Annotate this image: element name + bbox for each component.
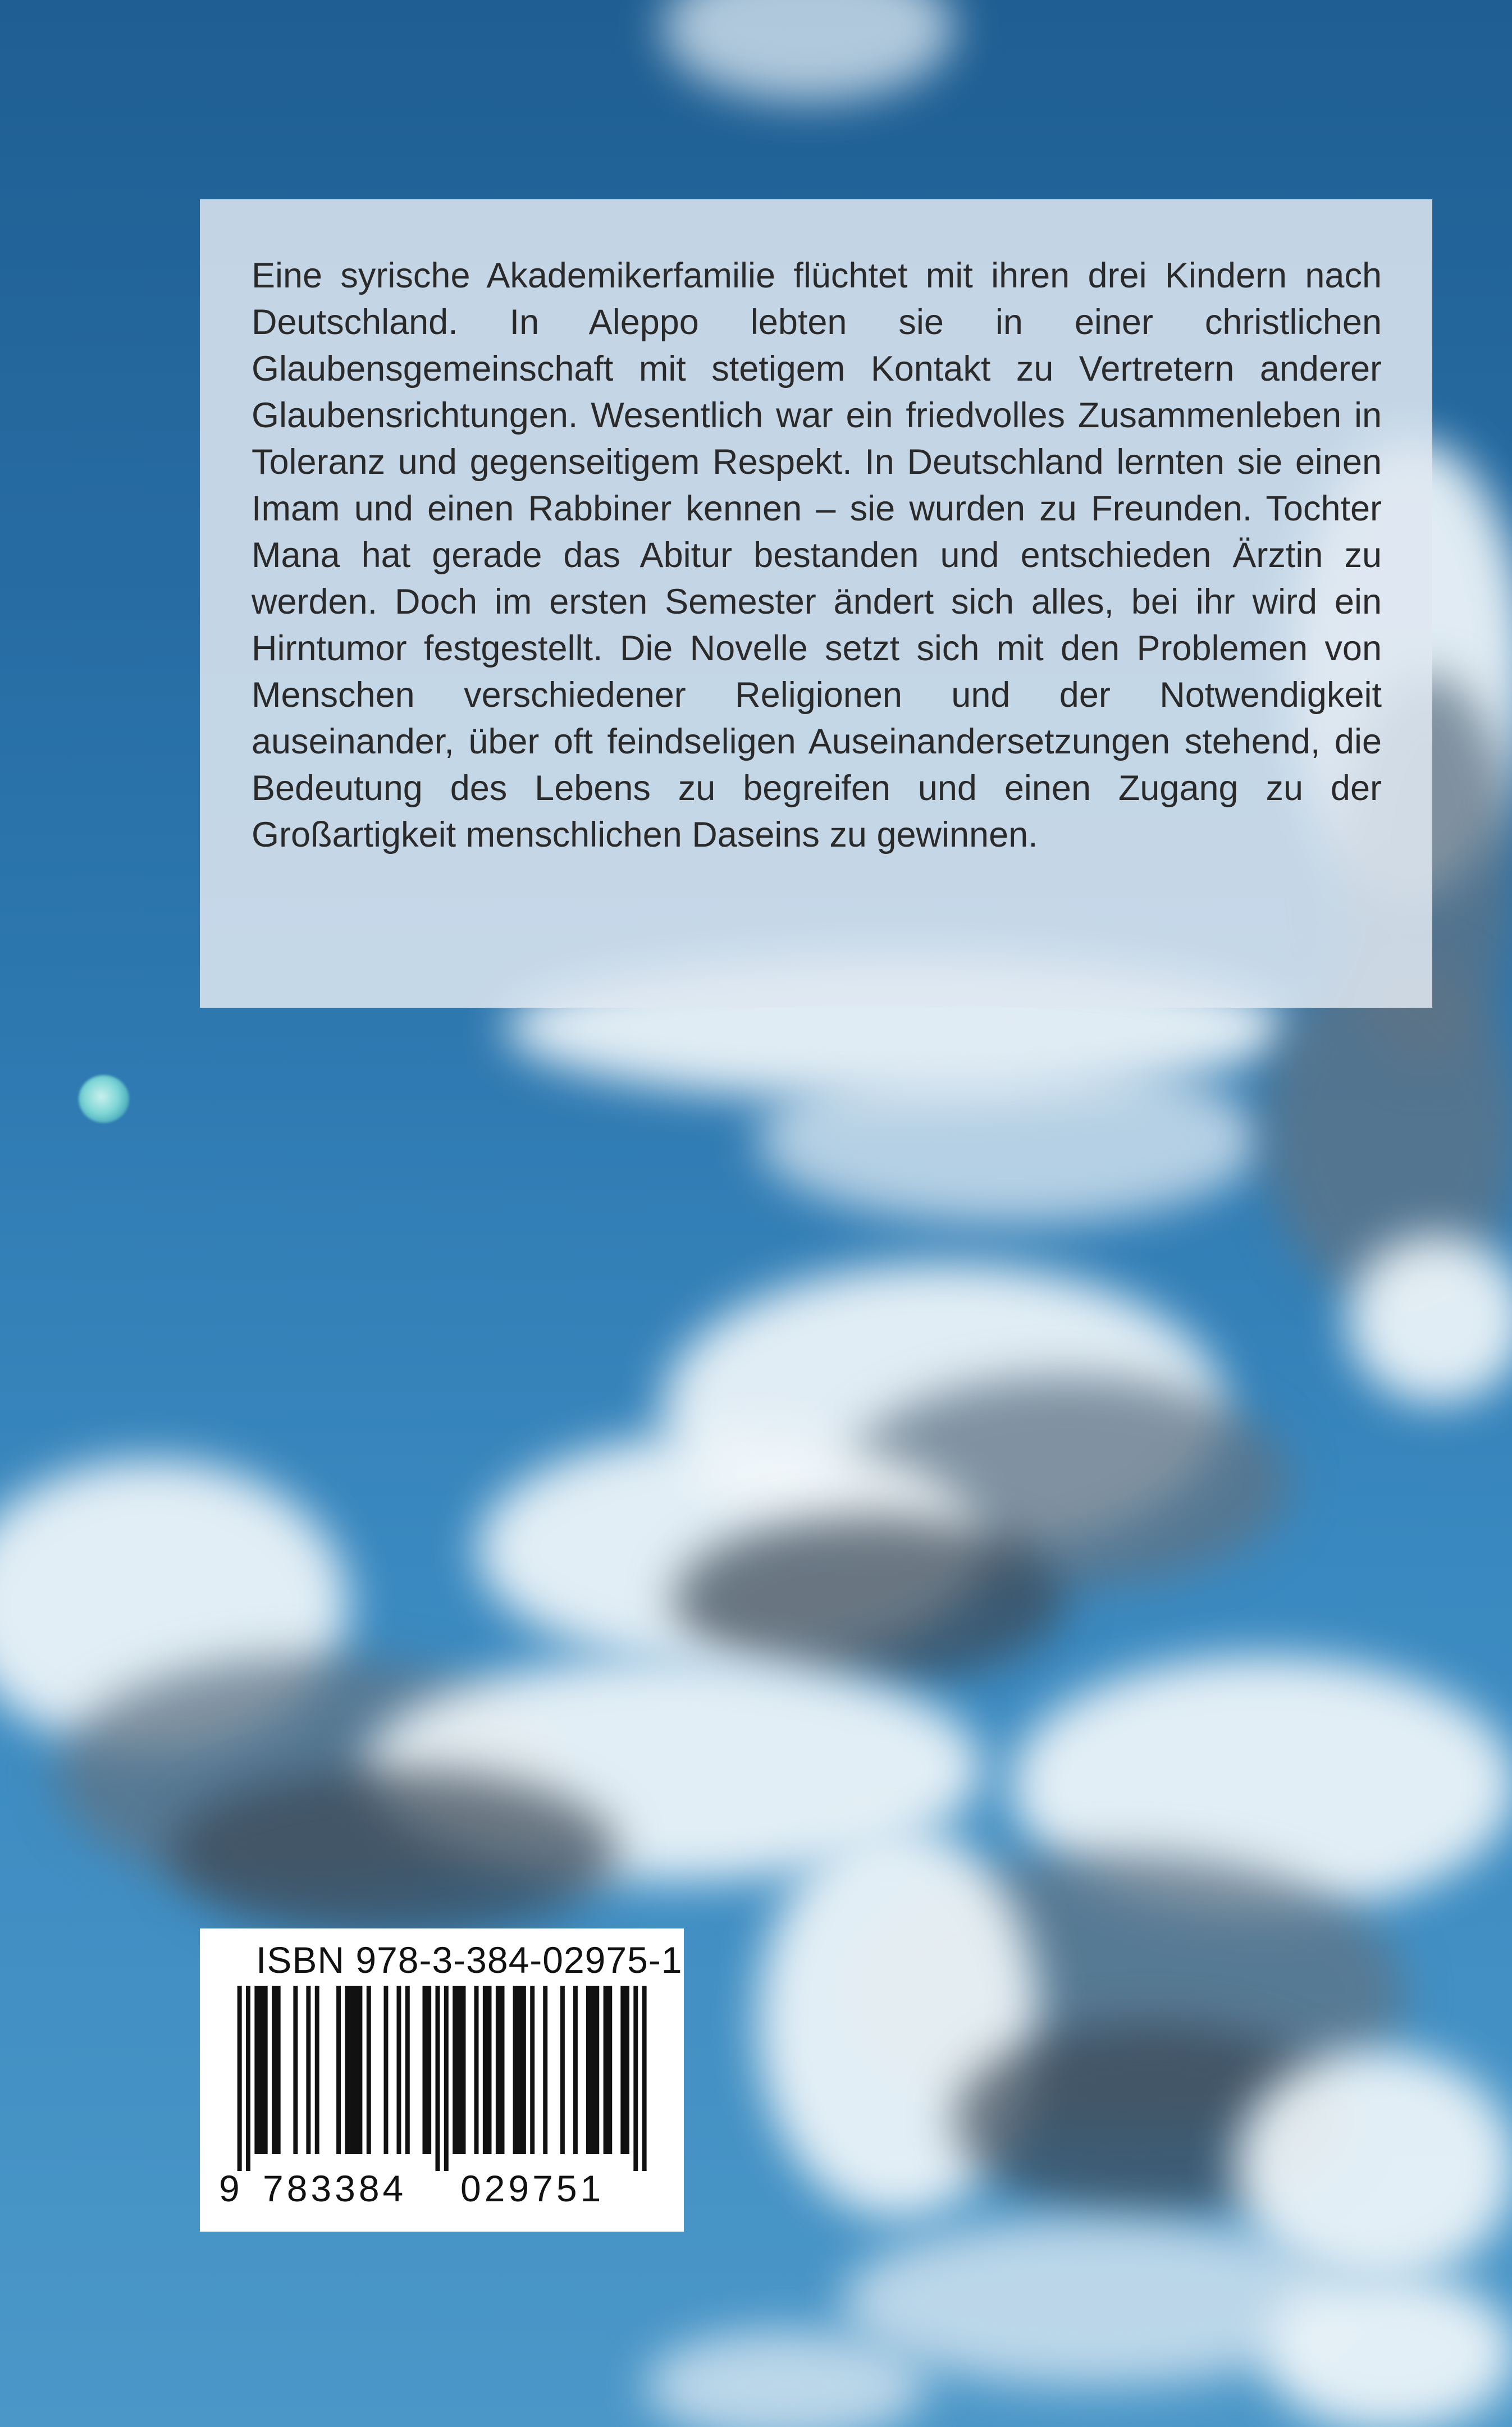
barcode-bar — [543, 1986, 547, 2154]
barcode-bar — [522, 1986, 526, 2154]
barcode-bar — [349, 1986, 354, 2154]
barcode-bar — [530, 1986, 535, 2154]
barcode-digit-first: 9 — [219, 2168, 243, 2209]
barcode-bar — [604, 1986, 608, 2154]
barcode-bar — [276, 1986, 281, 2154]
barcode-digits-left: 783384 — [263, 2168, 407, 2209]
barcode-bar — [354, 1986, 358, 2154]
cloud — [168, 1768, 618, 1937]
barcode-bar — [367, 1986, 371, 2154]
barcode-bar — [315, 1986, 319, 2154]
blurb-text: Eine syrische Akademikerfamilie flüchtet mit ihren drei Kindern nach Deutschland. In Aleppo lebten sie in einer christlichen Glaubensgemeinschaft mit stetigem Kontakt zu Vertretern anderer Glaubensrichtungen. Wesentlich war ein friedvolles Zusammenleben in Toleranz und gegenseitigem Respekt. In Deutschland lernten sie einen Imam und einen Rabbiner kennen – sie wurden zu Freunden. Tochter Mana hat gerade das Abitur bestanden und entschieden Ärztin zu werden. Doch im ersten Semester ändert sich alles, bei ihr wird ein Hirntumor festgestellt. Die Novelle setzt sich mit den Problemen von Menschen verschiedener Religionen und der Notwendigkeit auseinander, über oft feindseligen Auseinandersetzungen stehend, die Bedeutung des Lebens zu begreifen und einen Zugang zu der Großartigkeit menschlichen Daseins zu gewinnen. — [252, 256, 1382, 854]
barcode-bar — [620, 1986, 625, 2154]
barcode-bar — [358, 1986, 362, 2154]
barcode-bar — [642, 1986, 647, 2171]
barcode-bar — [591, 1986, 595, 2154]
barcode-bar — [457, 1986, 462, 2154]
barcode-bar — [633, 1986, 638, 2171]
barcode-bar — [427, 1986, 431, 2154]
barcode-bar — [396, 1986, 401, 2154]
barcode-bar — [246, 1986, 250, 2171]
barcode-bar — [306, 1986, 310, 2154]
barcode-bar — [383, 1986, 388, 2154]
cloud — [1263, 2274, 1512, 2427]
barcode-bar — [496, 1986, 500, 2154]
barcode-bar — [607, 1986, 612, 2154]
barcode-bar — [293, 1986, 298, 2154]
barcode-bar — [405, 1986, 410, 2154]
cloud — [663, 0, 954, 101]
barcode-bar — [462, 1986, 466, 2154]
barcode-bar — [483, 1986, 487, 2154]
blurb-box — [200, 199, 1432, 1008]
barcode-bar — [595, 1986, 599, 2154]
barcode-digits-right: 029751 — [460, 2168, 605, 2209]
barcode-bar — [474, 1986, 479, 2154]
barcode-bar — [453, 1986, 457, 2154]
isbn-label: ISBN 978-3-384-02975-1 — [256, 1939, 683, 1981]
barcode-bar — [444, 1986, 449, 2171]
barcode-bar — [586, 1986, 591, 2154]
barcode-bar — [487, 1986, 492, 2154]
lens-flare — [79, 1075, 129, 1123]
cloud — [758, 1055, 1263, 1224]
barcode-bar — [259, 1986, 263, 2154]
barcode-bar — [573, 1986, 578, 2154]
barcode-bar — [625, 1986, 629, 2154]
barcode-bar — [272, 1986, 276, 2154]
isbn-barcode — [200, 1928, 684, 2232]
barcode-bar — [500, 1986, 505, 2154]
barcode-bar — [254, 1986, 259, 2154]
barcode-bars — [220, 1986, 664, 2171]
barcode-bar — [345, 1986, 349, 2154]
barcode-bar — [513, 1986, 518, 2154]
barcode-bar — [336, 1986, 341, 2154]
barcode-bar — [436, 1986, 440, 2171]
barcode-bar — [517, 1986, 522, 2154]
barcode-bar — [560, 1986, 565, 2154]
barcode-bar — [237, 1986, 242, 2171]
cloud — [1347, 1235, 1512, 1404]
barcode-bar — [263, 1986, 268, 2154]
barcode-bar — [422, 1986, 427, 2154]
